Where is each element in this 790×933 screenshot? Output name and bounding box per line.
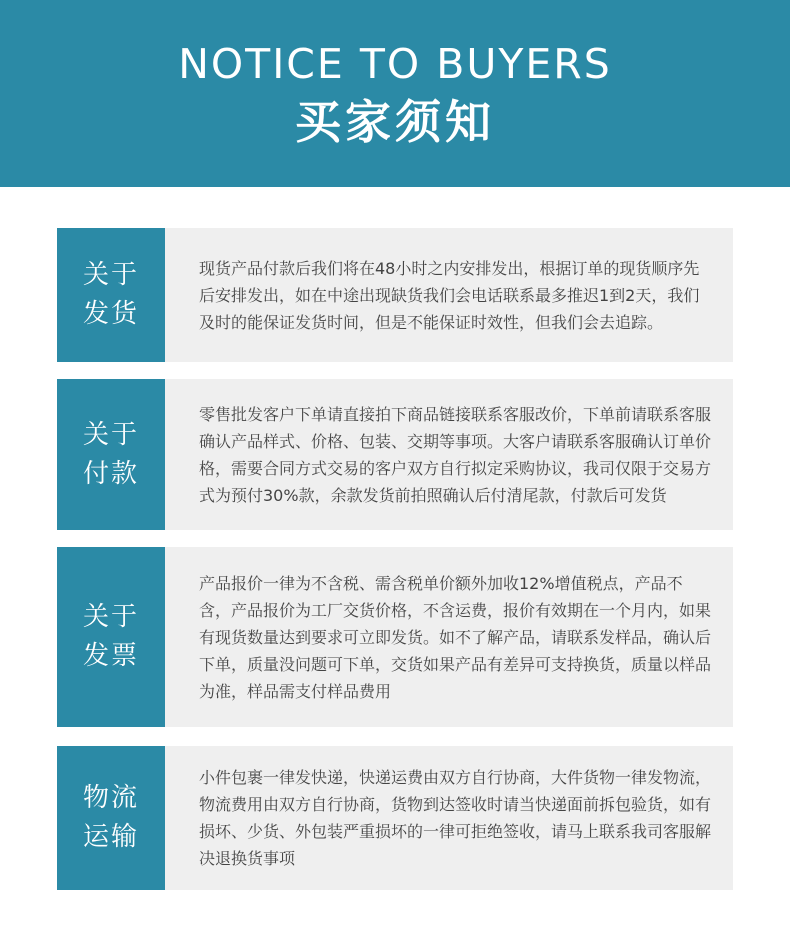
section-text: 小件包裹一律发快递，快递运费由双方自行协商，大件货物一律发物流，物流费用由双方自行协商，货物到达签收时请当快递面前拆包验货，如有损坏、少货、外包装严重损坏的一律可拒绝签收，请马上联系我司客服解决退换货事项 [199, 768, 712, 868]
header-banner [0, 0, 790, 187]
section-label [57, 228, 165, 362]
section-text: 现货产品付款后我们将在48小时之内安排发出，根据订单的现货顺序先后安排发出，如在中途出现缺货我们会电话联系最多推迟1到2天，我们及时的能保证发货时间，但是不能保证时效性，但我们会去追踪。 [199, 258, 700, 332]
section-label-line1: 关于 [82, 260, 139, 290]
section-content [165, 228, 733, 362]
section-shipping [57, 228, 733, 362]
section-label [57, 547, 165, 727]
section-label-line1: 关于 [82, 602, 139, 632]
section-payment [57, 379, 733, 530]
section-logistics [57, 746, 733, 890]
title-chinese: 买家须知 [295, 95, 495, 149]
section-text: 产品报价一律为不含税、需含税单价额外加收12%增值税点，产品不含，产品报价为工厂交货价格，不含运费，报价有效期在一个月内，如果有现货数量达到要求可立即发货。如不了解产品，请联系发样品，确认后下单，质量没问题可下单，交货如果产品有差异可支持换货，质量以样品为准，样品需支付样品费用 [199, 573, 712, 701]
section-label-line2: 发票 [82, 641, 139, 671]
section-label-line1: 物流 [82, 783, 139, 813]
section-content [165, 746, 733, 890]
section-label-line2: 运输 [82, 822, 139, 852]
section-label [57, 379, 165, 530]
section-label [57, 746, 165, 890]
title-english: NOTICE TO BUYERS [178, 40, 612, 88]
section-content [165, 379, 733, 530]
section-label-line2: 付款 [82, 458, 139, 489]
section-label-line1: 关于 [82, 419, 139, 450]
section-invoice [57, 547, 733, 727]
section-content [165, 547, 733, 727]
section-text: 零售批发客户下单请直接拍下商品链接联系客服改价，下单前请联系客服确认产品样式、价格、包装、交期等事项。大客户请联系客服确认订单价格，需要合同方式交易的客户双方自行拟定采购协议，我司仅限于交易方式为预付30%款，余款发货前拍照确认后付清尾款，付款后可发货 [199, 404, 712, 505]
section-label-line2: 发货 [82, 299, 139, 329]
